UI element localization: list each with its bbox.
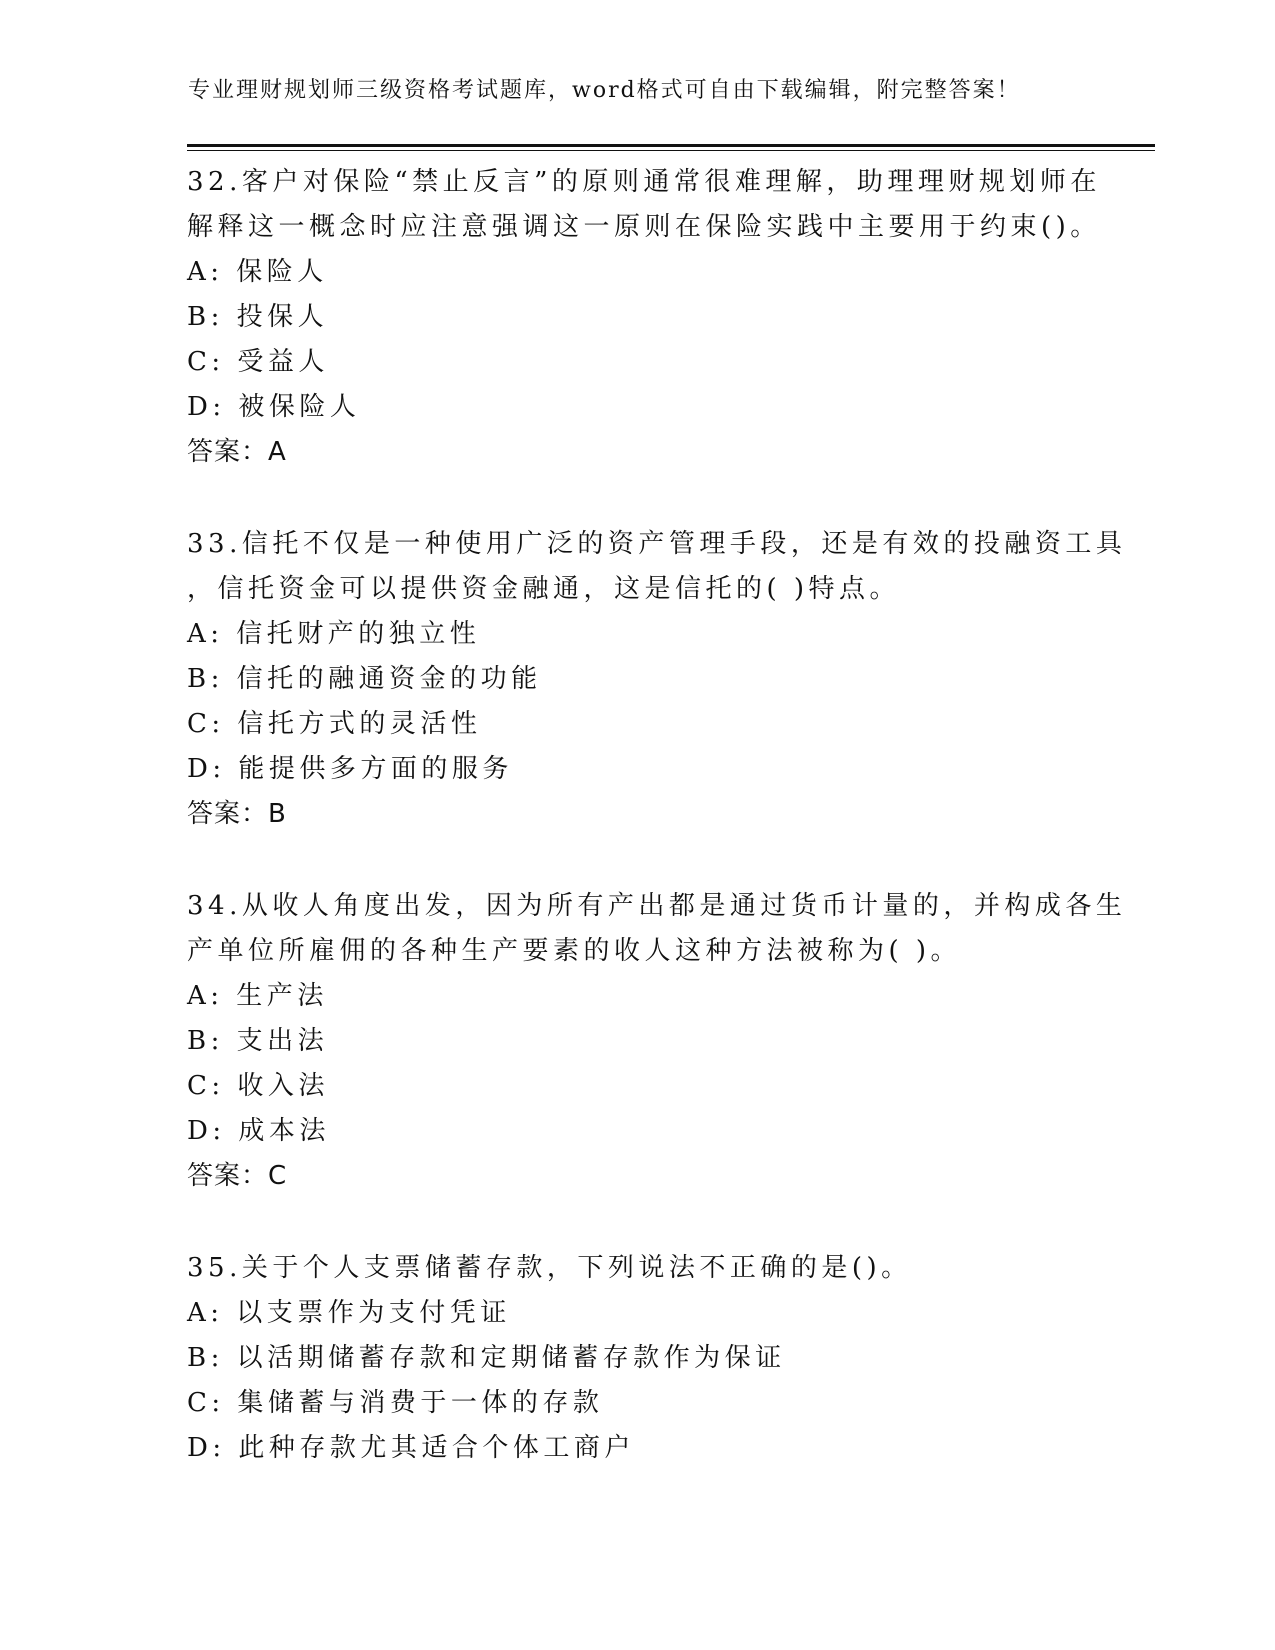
question-stem-line: 产单位所雇佣的各种生产要素的收人这种方法被称为( )。 — [187, 936, 962, 966]
option-d: D: 被保险人 — [187, 392, 361, 422]
question-35 — [187, 1246, 1087, 1471]
option-b: B: 支出法 — [187, 1026, 329, 1056]
answer: 答案：A — [187, 437, 287, 467]
question-stem-line: 33.信托不仅是一种使用广泛的资产管理手段，还是有效的投融资工具 — [187, 529, 1127, 559]
question-stem-line: 解释这一概念时应注意强调这一原则在保险实践中主要用于约束()。 — [187, 212, 1101, 242]
answer: 答案：C — [187, 1161, 288, 1191]
option-d: D: 能提供多方面的服务 — [187, 754, 513, 784]
option-c: C: 受益人 — [187, 347, 329, 377]
option-b: B: 信托的融通资金的功能 — [187, 664, 542, 694]
option-a: A: 保险人 — [187, 257, 328, 287]
answer: 答案：B — [187, 799, 287, 829]
option-a: A: 以支票作为支付凭证 — [187, 1298, 511, 1328]
header-rule-thick — [187, 144, 1155, 147]
question-stem-line: 32.客户对保险“禁止反言”的原则通常很难理解，助理理财规划师在 — [187, 167, 1101, 197]
question-34 — [187, 884, 1127, 1199]
header-rule-thin — [187, 150, 1155, 151]
option-a: A: 生产法 — [187, 981, 328, 1011]
option-b: B: 以活期储蓄存款和定期储蓄存款作为保证 — [187, 1343, 786, 1373]
option-d: D: 成本法 — [187, 1116, 330, 1146]
question-32 — [187, 160, 1101, 475]
option-c: C: 信托方式的灵活性 — [187, 709, 482, 739]
option-c: C: 集储蓄与消费于一体的存款 — [187, 1388, 604, 1418]
page-header: 专业理财规划师三级资格考试题库，word格式可自由下载编辑，附完整答案！ — [188, 78, 1021, 103]
option-b: B: 投保人 — [187, 302, 329, 332]
question-33 — [187, 522, 1127, 837]
option-d: D: 此种存款尤其适合个体工商户 — [187, 1433, 635, 1463]
question-stem-line: ，信托资金可以提供资金融通，这是信托的( )特点。 — [187, 574, 901, 604]
question-stem-line: 35.关于个人支票储蓄存款，下列说法不正确的是()。 — [187, 1253, 912, 1283]
question-stem-line: 34.从收人角度出发，因为所有产出都是通过货币计量的，并构成各生 — [187, 891, 1127, 921]
question-list — [187, 160, 1127, 1471]
option-a: A: 信托财产的独立性 — [187, 619, 481, 649]
option-c: C: 收入法 — [187, 1071, 329, 1101]
